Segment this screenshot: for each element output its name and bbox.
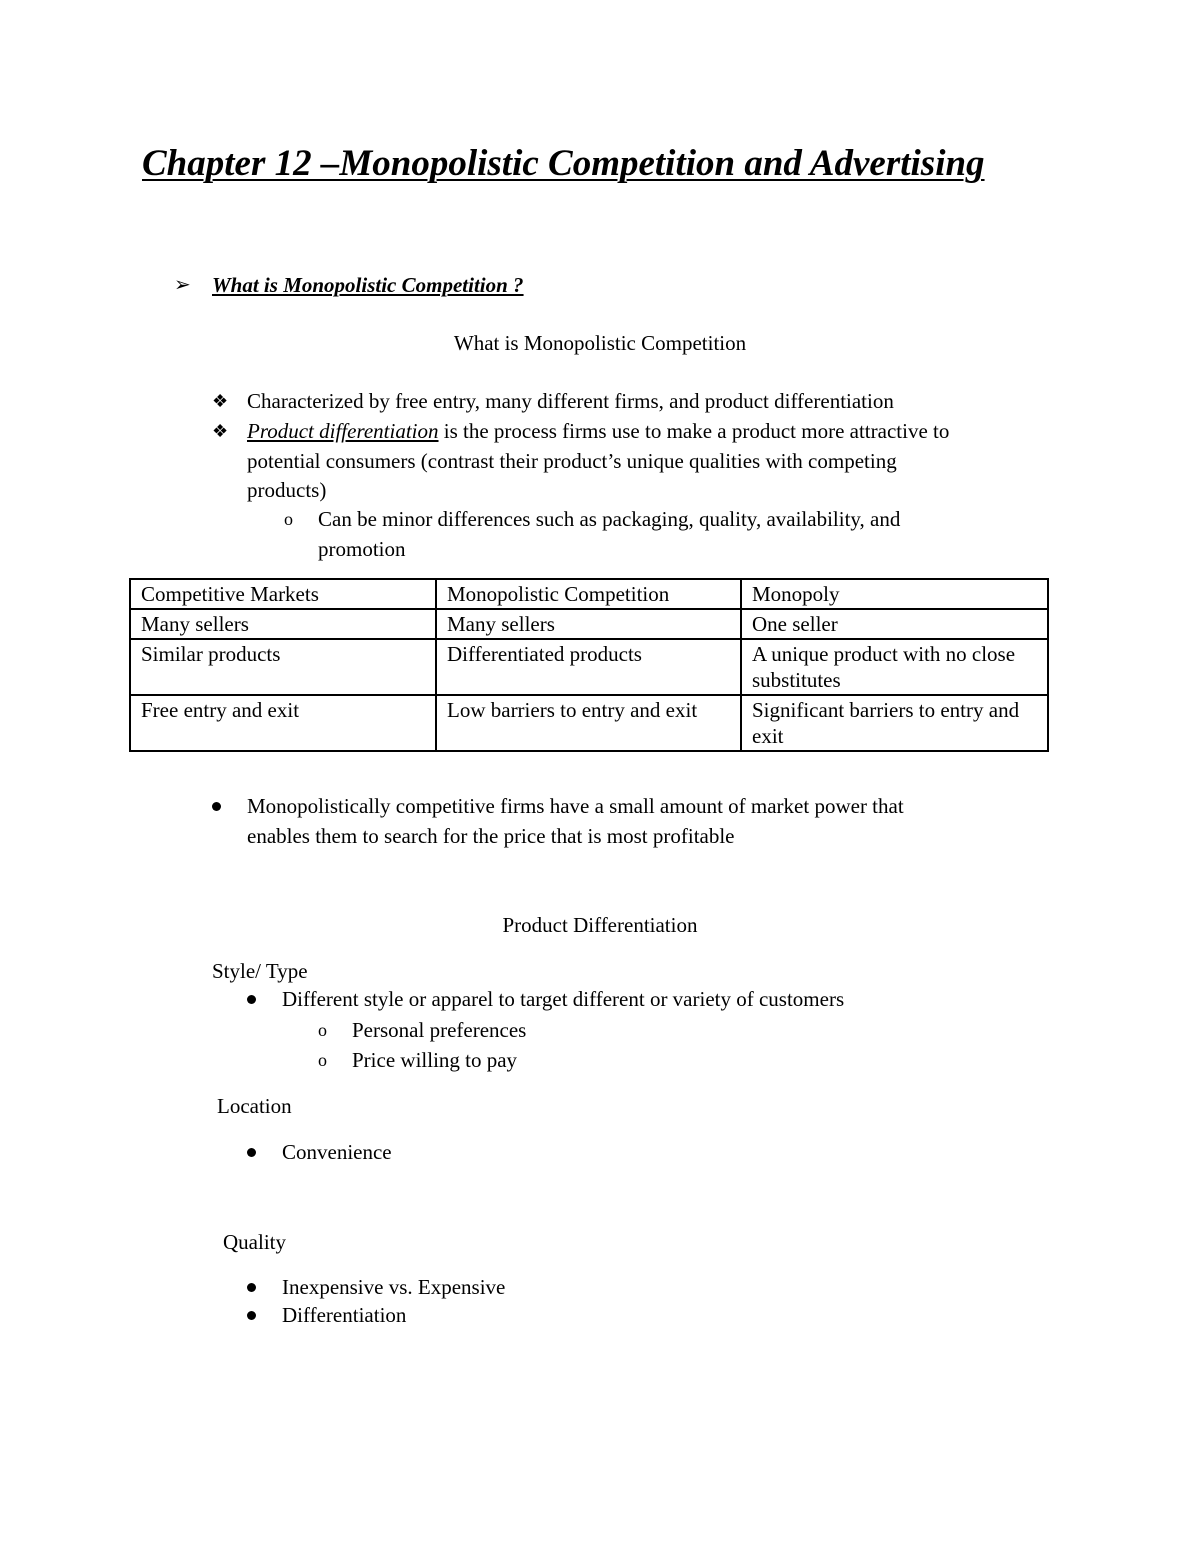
table-header-cell: Monopoly [741,579,1048,609]
bullet-dot-icon [212,802,221,811]
table-row [130,639,1048,695]
table-cell: Many sellers [436,609,741,639]
bullet-product-diff-text: is the process firms use to make a product more attractive to [438,419,950,443]
bullet-dot-icon [247,1311,256,1320]
location-label: Location [217,1094,292,1118]
quality-label: Quality [223,1230,286,1254]
section-subheading: What is Monopolistic Competition [453,331,747,355]
bullet-dot-icon [247,1283,256,1292]
style-type-label: Style/ Type [212,959,308,983]
circle-bullet-icon: o [318,1050,327,1070]
bullet-product-diff-line2: potential consumers (contrast their product’s unique qualities with competing [247,449,897,473]
table-cell: Free entry and exit [130,695,436,751]
circle-bullet-icon: o [318,1020,327,1040]
style-sub-price: Price willing to pay [352,1048,518,1072]
circle-bullet-icon: o [284,509,293,529]
location-bullet: Convenience [282,1140,392,1164]
bullet-dot-icon [247,995,256,1004]
market-comparison-table [129,578,1049,752]
market-power-line2: enables them to search for the price that is most profitable [247,824,735,848]
style-sub-preferences: Personal preferences [352,1018,527,1042]
sub-bullet-line1: Can be minor differences such as packaging, quality, availability, and [318,507,901,531]
style-bullet: Different style or apparel to target different or variety of customers [282,987,845,1011]
table-row [130,695,1048,751]
bullet-product-diff-line1 [247,416,949,446]
arrow-bullet-icon: ➢ [174,274,191,296]
table-row [130,609,1048,639]
table-cell: Many sellers [130,609,436,639]
table-header-cell: Monopolistic Competition [436,579,741,609]
sub-bullet-line2: promotion [318,537,406,561]
diamond-bullet-icon: ❖ [212,421,229,441]
bullet-dot-icon [247,1148,256,1157]
table-cell: One seller [741,609,1048,639]
market-power-line1: Monopolistically competitive firms have a small amount of market power that [247,794,904,818]
bullet-characterized: Characterized by free entry, many different firms, and product differentiation [247,389,894,413]
table-cell: Significant barriers to entry and exit [741,695,1048,751]
table-header-row [130,579,1048,609]
bullet-product-diff-line3: products) [247,478,327,502]
table-cell: Differentiated products [436,639,741,695]
table-cell: A unique product with no close substitutes [741,639,1048,695]
product-differentiation-term: Product differentiation [247,419,439,443]
table-cell: Similar products [130,639,436,695]
diamond-bullet-icon: ❖ [212,391,229,411]
table-header-cell: Competitive Markets [130,579,436,609]
product-diff-heading: Product Differentiation [502,913,698,937]
page-title: Chapter 12 –Monopolistic Competition and Advertising [142,143,985,184]
quality-bullet-differentiation: Differentiation [282,1303,407,1327]
quality-bullet-inexpensive: Inexpensive vs. Expensive [282,1275,506,1299]
table-cell: Low barriers to entry and exit [436,695,741,751]
section-heading: What is Monopolistic Competition ? [212,273,524,297]
